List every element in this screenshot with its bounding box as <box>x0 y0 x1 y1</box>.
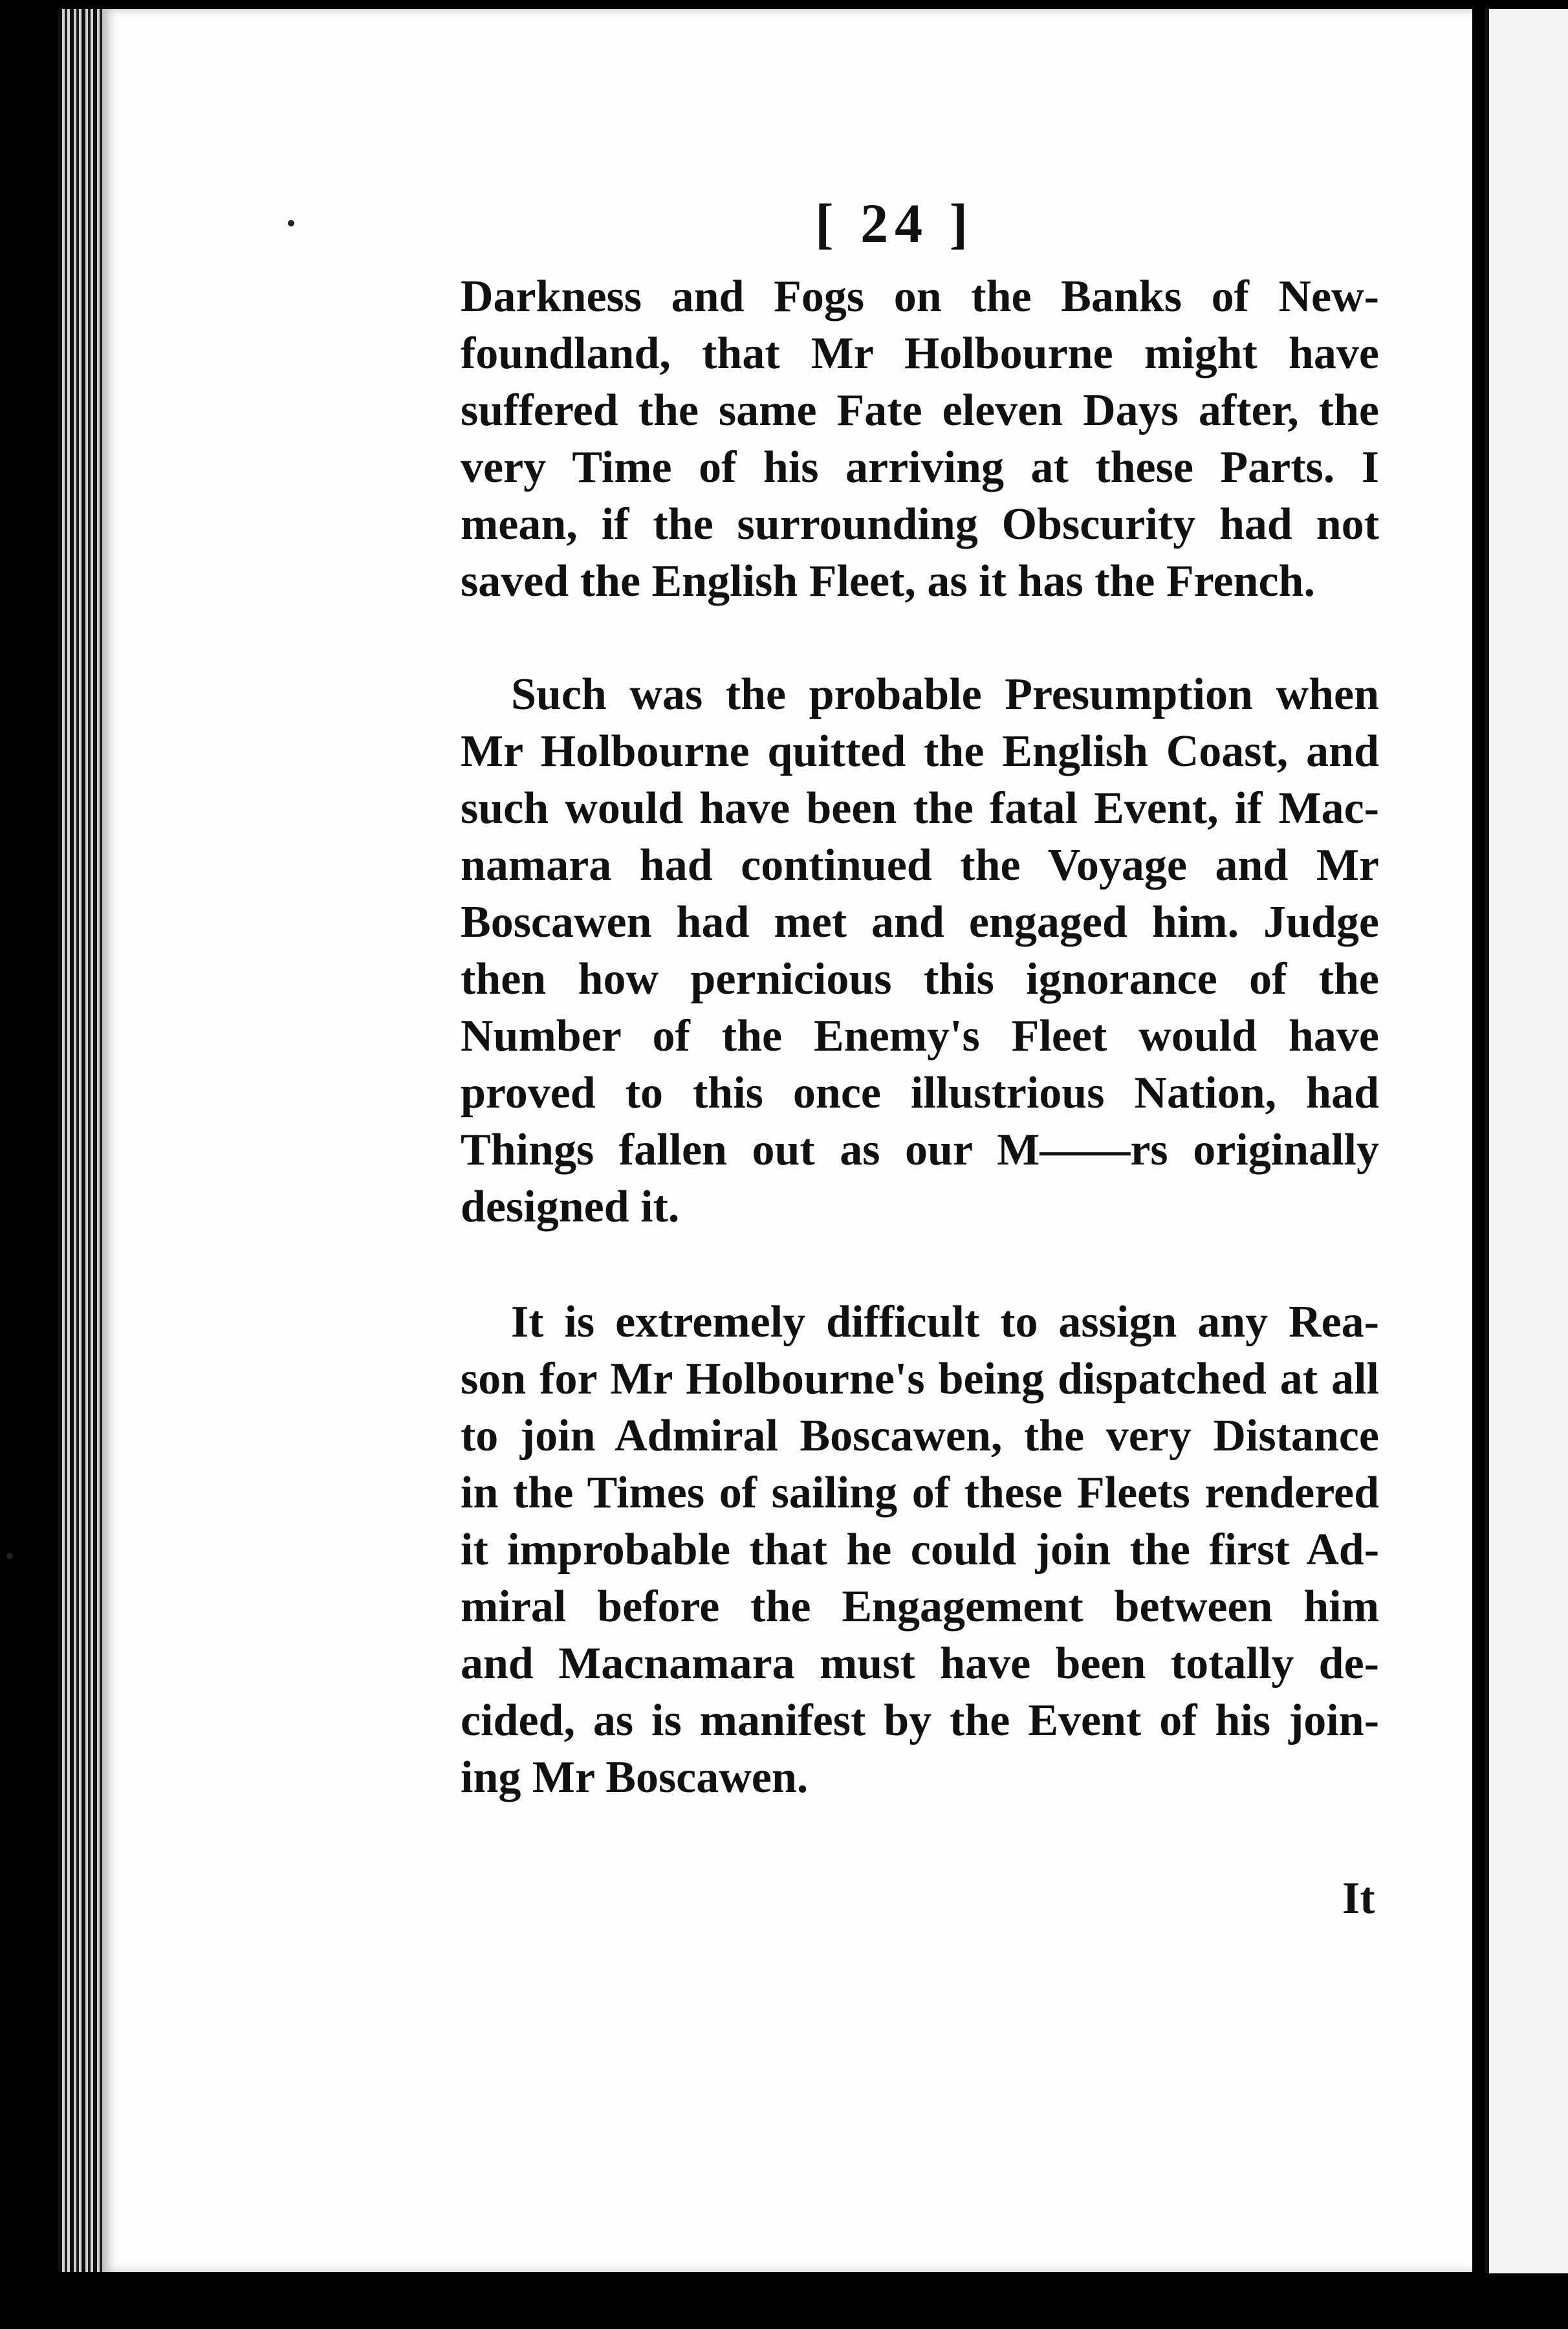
text-line: very Time of his arriving at these Parts. I <box>461 443 1379 492</box>
text-line: and Macnamara must have been totally de- <box>461 1639 1379 1689</box>
text-line: such would have been the fatal Event, if Mac- <box>461 783 1379 833</box>
text-line: in the Times of sailing of these Fleets rendered <box>461 1468 1379 1518</box>
text-line: cided, as is manifest by the Event of his join- <box>461 1696 1379 1745</box>
text-line: miral before the Engagement between him <box>461 1582 1379 1632</box>
text-line: ing Mr Boscawen. <box>461 1753 809 1802</box>
text-line: proved to this once illustrious Nation, had <box>461 1068 1379 1118</box>
text-line: mean, if the surrounding Obscurity had not <box>461 499 1379 549</box>
text-line: saved the English Fleet, as it has the French. <box>461 556 1315 606</box>
text-line: son for Mr Holbourne's being dispatched at all <box>461 1354 1379 1404</box>
text-line: namara had continued the Voyage and Mr <box>461 840 1379 890</box>
text-line: Mr Holbourne quitted the English Coast, and <box>461 727 1379 776</box>
text-line: designed it. <box>461 1182 680 1232</box>
text-line: Darkness and Fogs on the Banks of New- <box>461 272 1379 322</box>
text-line: Boscawen had met and engaged him. Judge <box>461 897 1379 947</box>
text-line: Things fallen out as our M——rs originally <box>461 1125 1379 1175</box>
ink-speck <box>288 220 294 226</box>
text-line: to join Admiral Boscawen, the very Distance <box>461 1411 1379 1461</box>
text-line: Number of the Enemy's Fleet would have <box>461 1011 1379 1061</box>
text-line: suffered the same Fate eleven Days after, the <box>461 386 1379 435</box>
text-line: It is extremely difficult to assign any Rea- <box>511 1297 1379 1347</box>
text-line: it improbable that he could join the first Ad- <box>461 1525 1379 1575</box>
catchword: It <box>1342 1874 1375 1923</box>
text-line: Such was the probable Presumption when <box>511 670 1379 719</box>
page-number: [ 24 ] <box>815 192 975 254</box>
text-line: then how pernicious this ignorance of the <box>461 954 1379 1004</box>
ink-speck <box>6 1553 13 1559</box>
text-line: foundland, that Mr Holbourne might have <box>461 329 1379 378</box>
